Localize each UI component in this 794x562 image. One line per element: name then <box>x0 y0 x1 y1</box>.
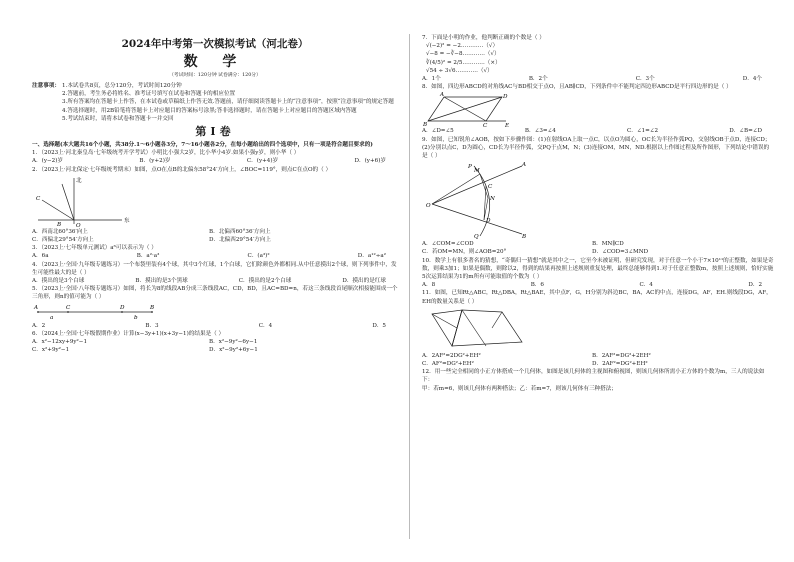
point-b-label: B <box>150 304 155 311</box>
option-b[interactable]: B．3 <box>145 322 159 329</box>
notes-item: 5.考试结束时，请将本试卷和答题卡一并交回 <box>61 115 174 122</box>
point-a-label: A <box>440 92 445 99</box>
option-row <box>32 322 398 330</box>
section-heading: 第Ⅰ卷 <box>195 125 235 139</box>
question-stem: 5．（2023上·全国·八年级专题练习）如图，将长为8的线段AB分成三条线段AC，CD，BD，且AC=BD=n，若这三条线段首尾顺次相接能围成一个三角形，则n的值可能为（ ） <box>32 286 398 301</box>
part1-intro: 一、选择题(本大题共16个小题，共38分.1～6小题各3分，7～16小题各2分，在每小题给出的四个选项中，只有一项是符合题目要求的) <box>32 142 373 149</box>
point-a-label: A <box>34 304 39 311</box>
point-o-label: O <box>76 222 81 228</box>
option-a[interactable]: A．∠D=∠5 <box>422 128 454 135</box>
question-stem: 4．（2023上·全国·九年级专题练习）一个布袋里装有4个球，其中3个红球，1个白球，它们除颜色外都相同.从中任意摸出2个球，则下列事件中，发生可能性最大的是（ ） <box>32 261 397 276</box>
question-stem: 3．（2023上·七年级单元测试）a⁶可以表示为（ ） <box>32 245 157 252</box>
question-9 <box>422 136 774 257</box>
option-grid <box>32 338 398 354</box>
point-c-label: C <box>483 123 488 128</box>
option-grid <box>422 352 774 368</box>
option-d[interactable]: D．5 <box>372 322 386 329</box>
option-a[interactable]: A．x²−12xy+9y²−1 <box>32 339 88 346</box>
option-c[interactable]: C．(y+4)岁 <box>246 158 279 165</box>
point-b-label: B <box>522 234 527 241</box>
option-c[interactable]: C．x²+9y²−1 <box>32 347 70 354</box>
option-b[interactable]: B．摸出的是3个黑球 <box>135 278 188 285</box>
option-b[interactable]: B．(y+2)岁 <box>139 158 171 165</box>
option-grid <box>32 228 398 244</box>
option-a[interactable]: A．2AF²=2DG²+EH² <box>422 352 481 359</box>
option-row <box>32 277 398 285</box>
question-5 <box>32 285 398 330</box>
parallelogram-figure <box>422 91 512 127</box>
option-a[interactable]: A．8 <box>422 282 436 289</box>
option-c[interactable]: C．(a³)² <box>247 253 270 260</box>
work-line: √−8 = −∛−8…………（√） <box>426 51 500 58</box>
point-b-label: B <box>57 221 62 228</box>
work-line: √54 ÷ 3√6…………（√） <box>426 67 493 74</box>
point-p-label: P <box>468 164 472 171</box>
notes-heading: 注意事项： <box>32 83 60 89</box>
question-6 <box>32 330 398 355</box>
right-column <box>422 34 774 393</box>
point-d-label: D <box>120 304 125 311</box>
option-d[interactable]: D．4个 <box>742 76 762 83</box>
question-12 <box>422 368 774 393</box>
length-b-label: b <box>134 314 138 321</box>
option-d[interactable]: D．2AF²=DG²+EH² <box>592 361 648 368</box>
point-d-label: D <box>486 218 491 225</box>
north-label: 北 <box>76 177 82 184</box>
option-b[interactable]: B．2个 <box>528 76 548 83</box>
exam-meta: （考试时间：120分钟 试卷满分：120分） <box>169 73 261 78</box>
work-line: √(−2)² = −2…………（√） <box>426 43 499 50</box>
option-d[interactable]: D．(y+6)岁 <box>354 158 386 165</box>
option-c[interactable]: C．若OM=MN，则∠AOB=20° <box>422 249 507 256</box>
option-b[interactable]: B．2AF²=DG²+2EH² <box>592 352 651 359</box>
question-11 <box>422 289 774 368</box>
point-c-label: C <box>66 304 71 311</box>
question-8 <box>422 83 774 135</box>
option-c[interactable]: C．4 <box>258 322 273 329</box>
question-stem: 11．如图，已知Rt△ABC，Rt△DBA，Rt△BAE，其中点F，G，H分别为斜边BC，BA，AC的中点，连接DG，AF，EH.则线段DG，AF，EH的数量关系是（ ） <box>422 290 772 305</box>
option-a[interactable]: A．2 <box>32 322 46 329</box>
option-d[interactable]: D．x²−9y²+6y−1 <box>209 347 258 354</box>
question-7 <box>422 34 774 83</box>
question-2 <box>32 166 398 245</box>
option-a[interactable]: A．6a <box>32 253 49 260</box>
east-label: 东 <box>124 217 130 224</box>
option-b[interactable]: B．∠3=∠4 <box>524 128 556 135</box>
option-a[interactable]: A．西南北60°36′向上 <box>32 228 88 235</box>
exam-title: 2024年中考第一次模拟考试（河北卷） <box>121 38 309 50</box>
question-stem: 2．（2023上·河北保定·七年级统考期末）如图，点O在点B的北偏东58°24′方向上，∠BOC=119°，则点C在点O的（ ） <box>32 166 332 173</box>
construction-figure <box>422 160 532 240</box>
point-c-label: C <box>488 184 493 191</box>
question-stem: 1．（2023上·河北秦皇岛·七年级统考开学考试）小明比小强大2岁，比小华小4岁.如果小强y岁，则小华（ ） <box>32 150 300 157</box>
left-column <box>32 34 398 354</box>
segment-figure <box>32 302 162 322</box>
point-b-label: B <box>423 122 428 128</box>
option-c[interactable]: C．3个 <box>635 76 655 83</box>
option-a[interactable]: A．∠COM=∠COD <box>422 241 474 248</box>
triangles-figure <box>422 306 532 352</box>
question-stem: 6．（2024上·全国·七年级假期作业）计算(x−3y+1)(x+3y−1)的结果是（ ） <box>32 330 225 337</box>
work-line: ∛(4/5)² = 2/5…………（×） <box>426 59 501 66</box>
option-c[interactable]: C．AF²=DG²+EH² <box>422 361 474 368</box>
option-c[interactable]: C．西偏北29°54′方向上 <box>32 237 94 244</box>
option-row <box>422 127 774 135</box>
question-tail: 甲：若m=6，则该几何体有两种搭法；乙：若m=7，则该几何体有三种搭法； <box>422 385 617 392</box>
notes-list <box>60 82 394 123</box>
option-b[interactable]: B．a²·a³ <box>136 253 160 260</box>
option-row <box>32 252 398 260</box>
option-b[interactable]: B．MN∥CD <box>592 241 624 248</box>
option-row <box>32 157 398 165</box>
point-c-label: C <box>36 195 41 202</box>
notes-block <box>32 82 398 123</box>
option-row <box>422 75 774 83</box>
option-c[interactable]: C．摸出的是2个白球 <box>238 278 292 285</box>
option-a[interactable]: A．(y−2)岁 <box>32 158 63 165</box>
length-a-label: a <box>50 314 54 321</box>
column-divider <box>409 34 410 539</box>
option-d[interactable]: D．北偏西29°54′方向上 <box>209 237 271 244</box>
option-c[interactable]: C．∠1=∠2 <box>626 128 659 135</box>
option-d[interactable]: D．∠B=∠D <box>729 128 762 135</box>
question-stem: 10．数学上有很多著名的猜想，“奇偶归一猜想”就是其中之一，它至今未被证明，但研究发现，对于任意一个小于7×10¹¹的正整数，如果是奇数，则乘3加1；如果是偶数，则除以2，得到的结果再按照上述规则重复处理，最终总能够得到1.对于任意正整数m，按照上述规则，恰好实施5次运算结果为1的m所有可能取值的个数为（ ） <box>422 257 774 281</box>
option-a[interactable]: A．1个 <box>422 76 441 83</box>
point-q-label: Q <box>474 234 479 241</box>
question-stem: 9．如图，已知锐角∠AOB，按如下步骤作图：(1)在射线OA上取一点C，以点O为圆心，OC长为半径作弧PQ，交射线OB于点D，连接CD；(2)分别以点C，D为圆心，CD长为半径作弧，交PQ于点M，N；(3)连接OM，MN，ND.根据以上作图过程及所作图形，下列结论中错误的是（ ） <box>422 136 771 160</box>
question-4 <box>32 261 398 286</box>
point-d-label: D <box>503 94 508 101</box>
question-stem: 8．如图，四边形ABCD的对角线AC与BD相交于点O，且AB∥CD，下列条件中不能判定四边形ABCD是平行四边形的是（ ） <box>422 84 732 91</box>
option-row <box>422 281 774 289</box>
option-d[interactable]: D．摸出的是红球 <box>342 278 386 285</box>
point-m-label: M <box>474 168 480 175</box>
option-grid <box>422 240 774 256</box>
notes-item: 4.答选择题时，用2B铅笔将答题卡上对应题目的答案标号涂黑;答非选择题时，请在答题卡上对应题目的答题区域内答题 <box>61 107 357 114</box>
compass-figure <box>32 174 152 228</box>
option-b[interactable]: B．x²−9y²−6y−1 <box>209 339 258 346</box>
option-b[interactable]: B．6 <box>530 282 544 289</box>
option-d[interactable]: D．a¹²÷a² <box>357 253 386 260</box>
notes-item: 1.本试卷共8页，总分120分，考试时间120分钟 <box>61 83 182 89</box>
option-d[interactable]: D．2 <box>748 282 762 289</box>
point-e-label: E <box>505 123 510 128</box>
point-n-label: N <box>490 196 495 203</box>
question-1 <box>32 149 398 165</box>
option-a[interactable]: A．摸出的是3个白球 <box>32 278 85 285</box>
question-3 <box>32 244 398 260</box>
point-o-label: O <box>426 203 431 210</box>
option-c[interactable]: C．4 <box>639 282 653 289</box>
question-stem: 7．下面是小明的作业，他判断正确的个数是（ ） <box>422 35 545 41</box>
notes-item: 2.答题前，考生务必将姓名、准考证号填写在试卷和答题卡的相应位置 <box>61 91 236 98</box>
question-stem: 12．用一些完全相同的小正方体搭成一个几何体，如图是该几何体的主视图和俯视图，则该几何体所需小正方体的个数为m，三人的说法如下： <box>422 369 765 384</box>
notes-item: 3.所有答案均在答题卡上作答，在本试卷或草稿纸上作答无效.答题前，请仔细阅读答题卡上的“注意事项”，按照“注意事项”的规定答题 <box>61 99 394 106</box>
question-10 <box>422 257 774 290</box>
option-b[interactable]: B．北偏西60°36′方向上 <box>209 228 271 235</box>
option-d[interactable]: D．∠COD=3∠MND <box>592 249 649 256</box>
exam-subject: 数 学 <box>183 54 247 70</box>
point-a-label: A <box>522 162 527 169</box>
